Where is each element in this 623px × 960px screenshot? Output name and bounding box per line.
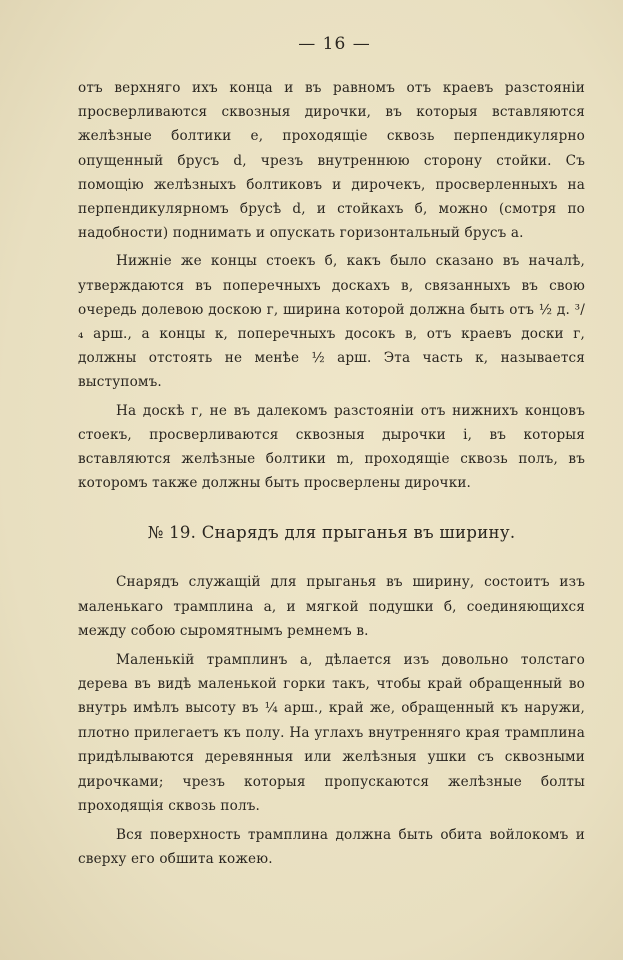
paragraph: На доскѣ г, не въ далекомъ разстояніи отъ нижнихъ концовъ стоекъ, просверливаются сквозныя дырочки і, въ которыя вставляются желѣзные болтики m, проходящіе сквозь полъ, въ которомъ также должны быть просверлены дирочки.	[78, 402, 585, 492]
section-heading: № 19. Снарядъ для прыганья въ ширину.	[147, 523, 516, 543]
paragraph: Маленькій трамплинъ а, дѣлается изъ довольно толстаго дерева въ видѣ маленькой горки такъ, чтобы край обращенный во внутрь имѣлъ высоту въ ¼ арш., край же, обращенный къ наружи, плотно прилегаетъ къ полу. На углахъ внутренняго края трамплина придѣлываются деревянныя или желѣзныя ушки съ сквозными дирочками; чрезъ которыя пропускаются желѣзные болты проходящія сквозь полъ.	[78, 651, 585, 815]
paragraph-continuation: отъ верхняго ихъ конца и въ равномъ отъ краевъ разстояніи просверливаются сквозныя дирочки, въ которыя вставляются желѣзные болтики е, проходящіе сквозь перпендикулярно опущенный брусъ d, чрезъ внутреннюю сторону стойки. Съ помощію желѣзныхъ болтиковъ и дирочекъ, просверленныхъ на перпендикулярномъ брусѣ d, и стойкахъ б, можно (смотря по надобности) поднимать и опускать горизонтальный брусъ а.	[78, 80, 585, 242]
page-number: — 16 —	[298, 34, 371, 54]
paragraph: Нижніе же концы стоекъ б, какъ было сказано въ началѣ, утверждаются въ поперечныхъ доскахъ в, связанныхъ въ свою очередь долевою доскою г, ширина которой должна быть отъ ½ д. ³/₄ арш., а концы к, поперечныхъ досокъ в, отъ краевъ доски г, должны отстоять не менѣе ½ арш. Эта часть к, называется выступомъ.	[78, 253, 585, 391]
section-top	[78, 76, 585, 495]
paragraph: Снарядъ служащій для прыганья въ ширину, состоитъ изъ маленькаго трамплина а, и мягкой подушки б, соединяющихся между собою сыромятнымъ ремнемъ в.	[78, 574, 585, 640]
section-bottom	[78, 570, 585, 871]
paragraph: Вся поверхность трамплина должна быть обита войлокомъ и сверху его обшита кожею.	[78, 826, 585, 867]
